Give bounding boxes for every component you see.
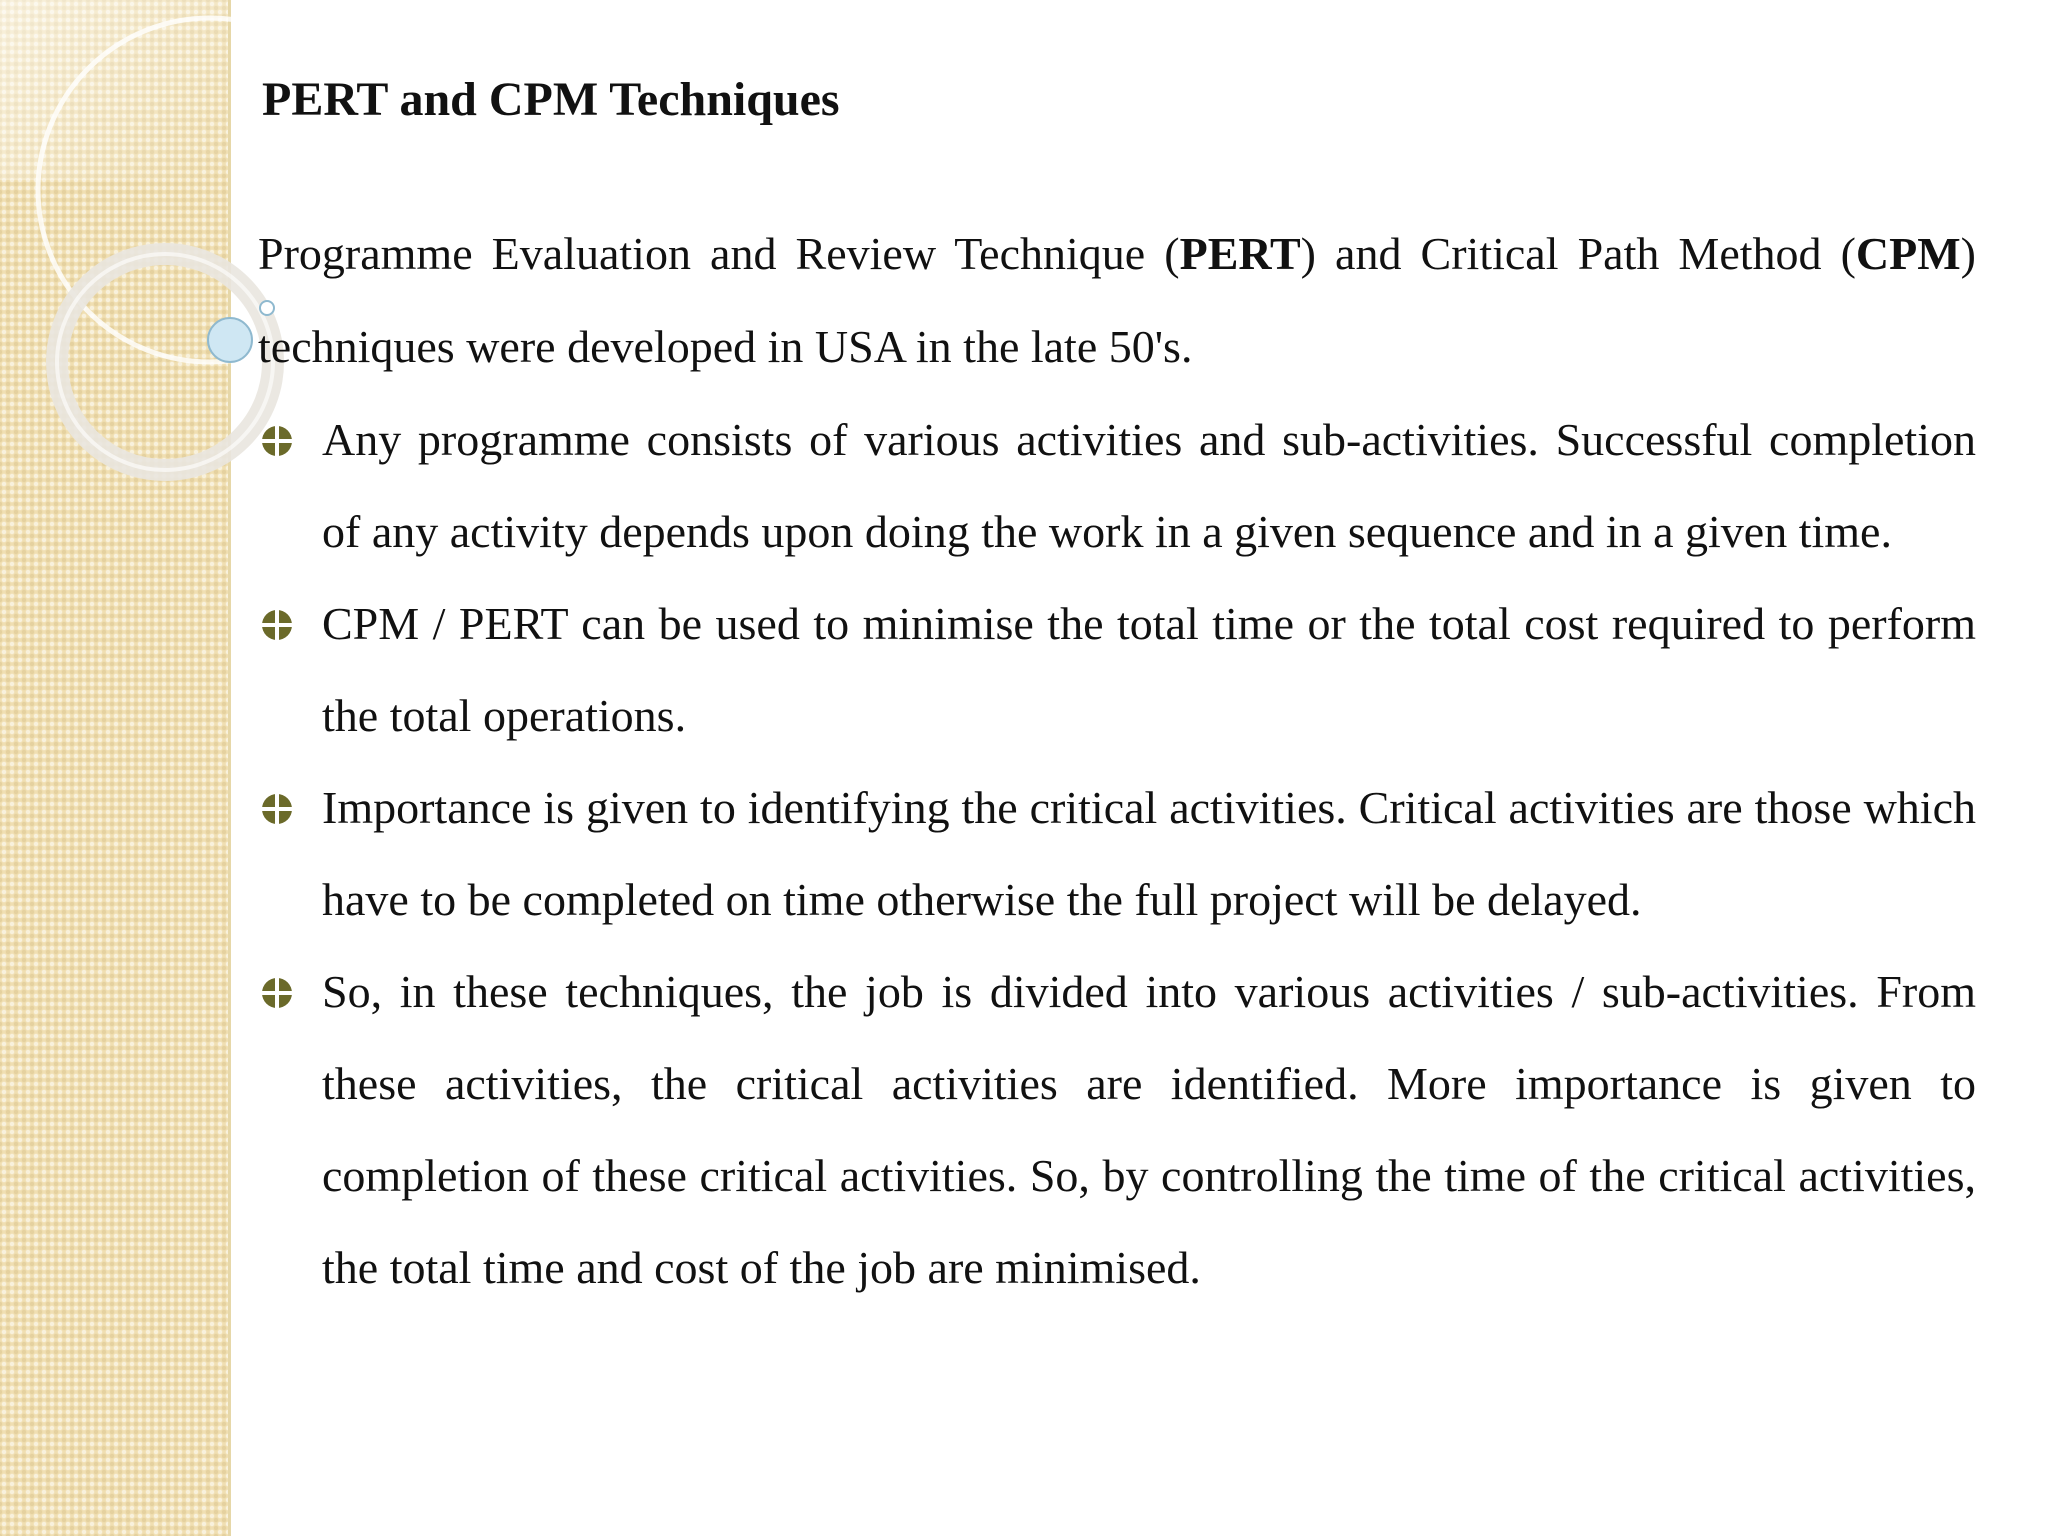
bullet-text: Any programme consists of various activities and sub-activities. Successful completion of any activity depends upon doing the work in a given sequence and in a given time. (322, 414, 1976, 557)
bullet-text: Importance is given to identifying the critical activities. Critical activities are those which have to be completed on time otherwise the full project will be delayed. (322, 782, 1976, 925)
bullet-list (258, 394, 1976, 1314)
bullet-icon (260, 976, 294, 1010)
intro-pert-abbrev: PERT (1179, 228, 1301, 279)
bullet-item (258, 394, 1976, 578)
intro-text-1: Programme Evaluation and Review Technique ( (258, 228, 1180, 279)
slide-title: PERT and CPM Techniques (262, 73, 840, 126)
thick-ring-highlight (57, 254, 273, 470)
intro-text-3: ) techniques were developed in USA in the late 50's. (258, 228, 1976, 372)
bullet-icon (260, 424, 294, 458)
intro-paragraph (258, 207, 1976, 393)
bullet-icon (260, 792, 294, 826)
bullet-text: So, in these techniques, the job is divided into various activities / sub-activities. From these activities, the critical activities are identified. More importance is given to completion of these critical activities. So, by controlling the time of the critical activities, the total time and cost of the job are minimised. (322, 966, 1976, 1293)
bullet-item (258, 578, 1976, 762)
intro-text-2: ) and Critical Path Method ( (1300, 228, 1856, 279)
bullet-item (258, 762, 1976, 946)
blue-bead-large (208, 318, 252, 362)
decorative-rings (0, 0, 300, 520)
intro-cpm-abbrev: CPM (1855, 228, 1961, 279)
bullet-text: CPM / PERT can be used to minimise the total time or the total cost required to perform the total operations. (322, 598, 1976, 741)
bullet-icon (260, 608, 294, 642)
bullet-item (258, 946, 1976, 1314)
